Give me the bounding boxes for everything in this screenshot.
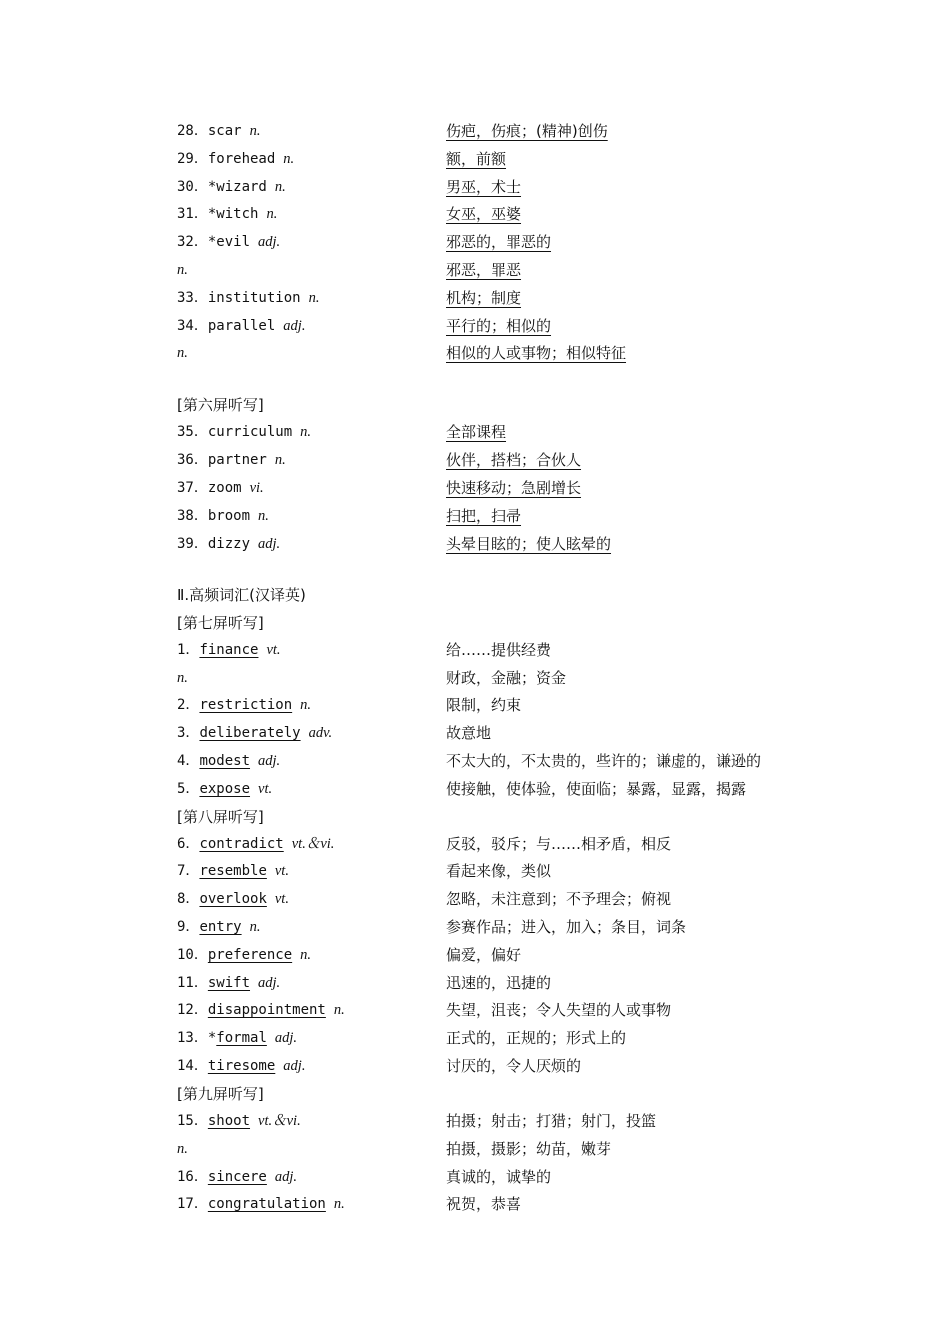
chinese-meaning: 扫把，扫帚 [446,506,522,525]
english-word: parallel [207,317,276,334]
english-word: entry [199,919,242,936]
item-number: 35． [177,424,208,441]
english-word: congratulation [207,1196,326,1213]
english-word: overlook [199,891,267,908]
chinese-meaning: 邪恶，罪恶 [446,260,522,279]
item-number: 1． [177,641,200,658]
part-of-speech: n. [300,697,312,714]
part-of-speech: n. [300,424,312,441]
english-word: dizzy [207,535,251,552]
chinese-meaning: 迅速的，迅捷的 [446,973,552,992]
part-of-speech: adj. [258,974,281,991]
english-word: zoom [207,479,242,496]
chinese-meaning: 全部课程 [446,423,507,442]
chinese-meaning: 机构；制度 [446,288,522,307]
vocab-row [177,720,877,748]
item-number: 29． [177,150,208,167]
english-word: contradict [199,835,284,852]
item-number: 30． [177,178,208,195]
item-number: 17． [177,1196,208,1213]
vocab-row [177,748,877,776]
chinese-meaning: 男巫，术士 [446,177,522,196]
part-of-speech: n. [249,123,261,139]
english-word: *evil [207,234,251,251]
vocab-row [177,692,877,720]
english-word: institution [207,289,301,306]
chinese-meaning: 快速移动；急剧增长 [446,478,582,497]
vocab-row [177,1053,877,1081]
english-word: broom [207,507,251,524]
vocab-row [177,1108,877,1136]
chinese-meaning: 讨厌的，令人厌烦的 [446,1057,582,1076]
vocab-row [177,831,877,859]
chinese-meaning: 相似的人或事物；相似特征 [446,344,627,363]
screen8-section [177,804,877,1081]
item-number: 38． [177,507,208,524]
vocab-row [177,447,877,475]
english-word: formal [216,1030,267,1047]
part-of-speech: adj. [258,535,281,552]
item-number: 33． [177,289,208,306]
part-of-speech: vt. [266,641,281,658]
english-word: shoot [207,1113,251,1130]
item-number: 2． [177,697,200,714]
chinese-meaning: 使接触，使体验，使面临；暴露，显露，揭露 [446,779,747,798]
vocab-row [177,531,877,559]
chinese-meaning: 限制，约束 [446,696,522,715]
part-of-speech: vt.＆vi. [258,1113,301,1130]
chinese-meaning: 财政，金融；资金 [446,668,567,687]
item-number: 6． [177,835,200,852]
chinese-meaning: 拍摄；射击；打猎；射门，投篮 [446,1112,657,1131]
part-of-speech: vt. [274,891,289,908]
part-of-speech: n. [177,261,188,278]
part-of-speech: vt. [274,863,289,880]
item-number: 39． [177,535,208,552]
part-of-speech: n. [258,507,269,524]
section2-title: Ⅱ.高频词汇(汉译英) [177,586,306,605]
chinese-meaning: 邪恶的，罪恶的 [446,233,552,252]
vocab-row [177,1191,877,1219]
english-word: expose [199,780,251,797]
vocab-row [177,1136,877,1164]
chinese-meaning: 看起来像，类似 [446,862,552,881]
part-of-speech: n. [177,1140,188,1157]
screen6-section [177,392,877,558]
chinese-meaning: 女巫，巫婆 [446,205,522,224]
vocab-row [177,257,877,285]
screen7-section [177,610,877,804]
vocab-row [177,475,877,503]
item-number: 34． [177,317,208,334]
vocab-row [177,174,877,202]
screen7-label: [第七屏听写] [177,613,264,632]
item-number: 8． [177,891,200,908]
english-word: resemble [199,863,267,880]
word-prefix: * [207,1030,217,1047]
part-of-speech: adj. [274,1168,298,1185]
item-number: 7． [177,863,200,880]
item-number: 3． [177,725,200,742]
part-of-speech: n. [283,150,295,167]
chinese-meaning: 拍摄，摄影；幼苗，嫩芽 [446,1139,612,1158]
item-number: 37． [177,479,208,496]
screen9-label: [第九屏听写] [177,1084,264,1103]
part-of-speech: vt.＆vi. [291,835,335,852]
item-number: 15． [177,1113,208,1130]
english-word: tiresome [207,1058,276,1075]
chinese-meaning: 偏爱，偏好 [446,945,522,964]
vocab-row [177,776,877,804]
english-word: finance [199,641,259,658]
part-of-speech: vi. [249,479,264,496]
part-of-speech: n. [333,1196,345,1213]
chinese-meaning: 给……提供经费 [446,640,552,659]
vocab-list-part1 [177,118,877,368]
item-number: 16． [177,1168,208,1185]
english-word: restriction [199,697,293,714]
part-of-speech: adj. [274,1030,298,1047]
item-number: 13． [177,1030,208,1047]
screen6-label: [第六屏听写] [177,396,264,415]
english-word: forehead [207,150,276,167]
vocab-row [177,914,877,942]
english-word: curriculum [207,424,293,441]
part-of-speech: n. [274,178,286,195]
item-number: 32． [177,234,208,251]
screen9-section [177,1081,877,1219]
english-word: modest [199,752,251,769]
item-number: 28． [177,123,208,139]
item-number: 11． [177,974,208,991]
vocab-row [177,201,877,229]
chinese-meaning: 失望，沮丧；令人失望的人或事物 [446,1001,672,1020]
part-of-speech: adv. [308,725,333,742]
chinese-meaning: 祝贺，恭喜 [446,1195,522,1214]
screen8-label: [第八屏听写] [177,807,264,826]
chinese-meaning: 忽略，未注意到；不予理会；俯视 [446,890,672,909]
chinese-meaning: 头晕目眩的；使人眩晕的 [446,534,612,553]
part-of-speech: n. [249,919,261,936]
english-word: sincere [207,1168,267,1185]
english-word: preference [207,946,293,963]
vocab-row [177,1164,877,1192]
vocab-row [177,146,877,174]
part-of-speech: adj. [258,752,281,769]
chinese-meaning: 故意地 [446,724,492,743]
chinese-meaning: 参赛作品；进入，加入；条目，词条 [446,918,687,937]
item-number: 14． [177,1058,208,1075]
item-number: 10． [177,946,208,963]
chinese-meaning: 额，前额 [446,149,507,168]
part-of-speech: n. [274,452,286,469]
part-of-speech: n. [177,345,188,362]
part-of-speech: n. [333,1002,345,1019]
chinese-meaning: 不太大的，不太贵的，些许的；谦虚的，谦逊的 [446,751,762,770]
vocabulary-document [177,118,877,1219]
part-of-speech: n. [266,206,278,223]
part-of-speech: adj. [258,234,281,251]
item-number: 4． [177,752,200,769]
vocab-row [177,229,877,257]
vocab-row [177,313,877,341]
vocab-row [177,665,877,693]
english-word: *wizard [207,178,267,195]
vocab-row [177,285,877,313]
part-of-speech: n. [308,289,320,306]
english-word: disappointment [207,1002,326,1019]
part-of-speech: adj. [283,317,306,334]
vocab-row [177,858,877,886]
item-number: 36． [177,452,208,469]
part-of-speech: n. [177,669,188,686]
chinese-meaning: 平行的；相似的 [446,316,552,335]
item-number: 31． [177,206,208,223]
english-word: partner [207,452,267,469]
chinese-meaning: 正式的，正规的；形式上的 [446,1029,627,1048]
item-number: 5． [177,780,200,797]
part-of-speech: adj. [283,1058,306,1075]
chinese-meaning: 真诚的，诚挚的 [446,1167,552,1186]
english-word: swift [207,974,251,991]
item-number: 9． [177,919,200,936]
part-of-speech: n. [300,946,312,963]
english-word: *witch [207,206,259,223]
vocab-row [177,503,877,531]
vocab-row [177,942,877,970]
part-of-speech: vt. [258,780,273,797]
vocab-row [177,1025,877,1053]
vocab-row [177,886,877,914]
vocab-row [177,637,877,665]
item-number: 12． [177,1002,208,1019]
chinese-meaning: 伙伴，搭档；合伙人 [446,451,582,470]
vocab-row [177,997,877,1025]
vocab-row [177,118,877,146]
english-word: deliberately [199,725,301,742]
chinese-meaning: 伤疤，伤痕；(精神)创伤 [446,122,608,140]
vocab-row [177,970,877,998]
english-word: scar [207,123,242,139]
vocab-row [177,419,877,447]
vocab-row [177,340,877,368]
chinese-meaning: 反驳，驳斥；与……相矛盾，相反 [446,834,672,853]
